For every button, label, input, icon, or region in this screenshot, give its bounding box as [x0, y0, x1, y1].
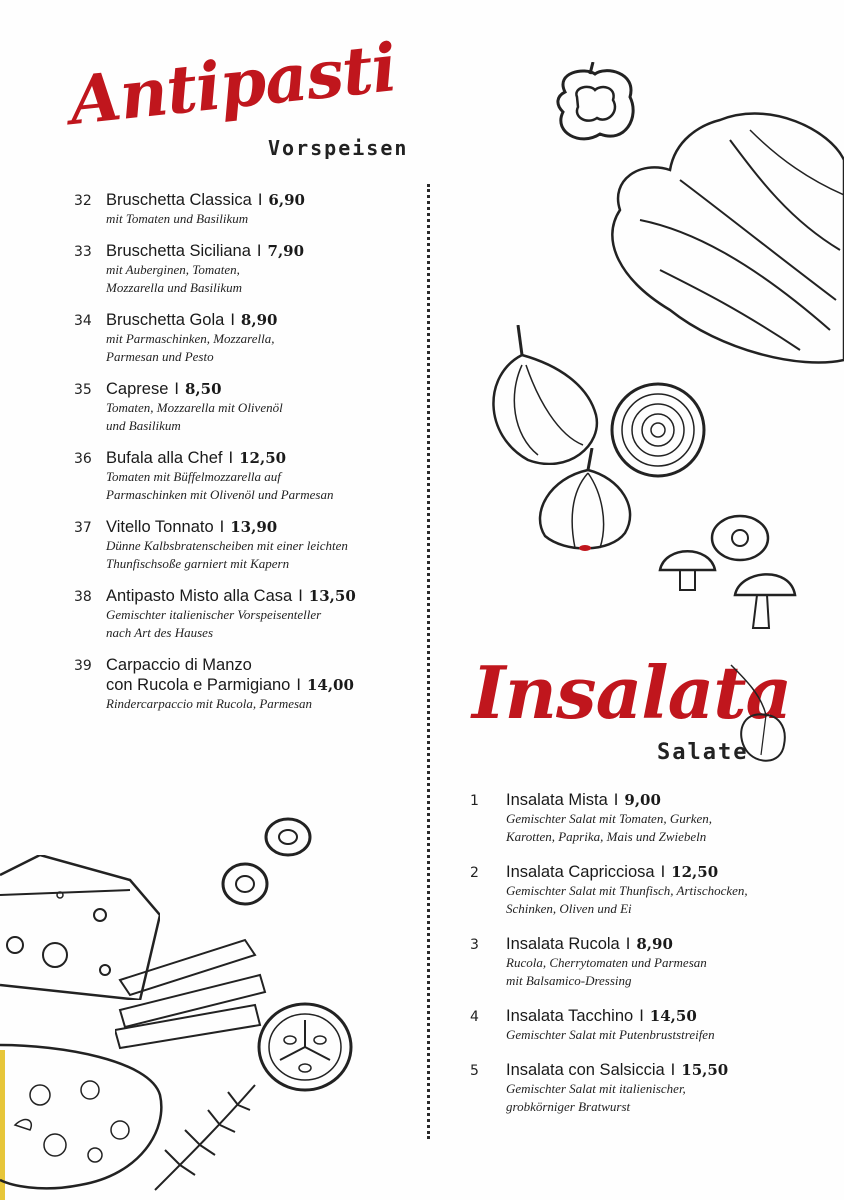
antipasti-title: Antipasti	[65, 28, 400, 140]
item-description: mit Balsamico-Dressing	[506, 973, 632, 988]
item-name: Bruschetta Classica	[106, 191, 252, 209]
menu-item	[470, 862, 830, 918]
insalata-subtitle: Salate	[657, 740, 749, 765]
item-number: 38	[74, 589, 92, 605]
item-description: Karotten, Paprika, Mais und Zwiebeln	[506, 829, 707, 844]
antipasti-subtitle: Vorspeisen	[268, 136, 409, 160]
antipasti-list	[74, 190, 419, 726]
item-description: Mozzarella und Basilikum	[106, 280, 243, 295]
item-number: 4	[470, 1009, 479, 1025]
item-number: 33	[74, 244, 92, 260]
item-name: Caprese	[106, 380, 169, 398]
price-separator: I	[639, 1007, 644, 1025]
price-separator: I	[296, 676, 301, 694]
price-separator: I	[257, 191, 263, 209]
item-number: 3	[470, 937, 479, 953]
item-description: mit Tomaten und Basilikum	[106, 211, 249, 226]
item-name: Insalata Rucola	[506, 935, 620, 953]
item-price: 12,50	[671, 863, 719, 881]
mushroom-icon	[655, 510, 800, 635]
onion-icon	[530, 448, 635, 553]
price-separator: I	[613, 791, 619, 809]
breadsticks-icon	[115, 930, 270, 1050]
item-name: Insalata Mista	[506, 791, 608, 809]
column-divider	[427, 184, 430, 1139]
price-separator: I	[228, 449, 234, 467]
item-name: Bruschetta Gola	[106, 311, 225, 329]
item-description: nach Art des Hauses	[106, 625, 214, 640]
item-number: 2	[470, 865, 479, 881]
item-description: Schinken, Oliven und Ei	[506, 901, 632, 916]
item-price: 15,50	[681, 1061, 729, 1079]
item-description: Tomaten mit Büffelmozzarella auf	[106, 469, 281, 484]
item-price: 14,00	[306, 676, 354, 694]
item-description: Gemischter italienischer Vorspeisenteller	[106, 607, 322, 622]
item-name: Bruschetta Siciliana	[106, 242, 251, 260]
item-description: Dünne Kalbsbratenscheiben mit einer leichten	[106, 538, 348, 553]
menu-item	[74, 448, 419, 504]
item-number: 32	[74, 193, 92, 209]
item-price: 13,50	[308, 587, 356, 605]
item-price: 8,50	[184, 380, 222, 398]
item-price: 6,90	[268, 191, 305, 209]
item-description: mit Auberginen, Tomaten,	[106, 262, 240, 277]
pizza-icon	[0, 1035, 165, 1200]
item-description: Thunfischsoße garniert mit Kapern	[106, 556, 290, 571]
item-description: Gemischter Salat mit Tomaten, Gurken,	[506, 811, 713, 826]
item-number: 5	[470, 1063, 479, 1079]
item-number: 1	[470, 793, 479, 809]
item-price: 13,90	[230, 518, 278, 536]
item-price: 8,90	[636, 935, 673, 953]
item-description: Gemischter Salat mit Thunfisch, Artischocken,	[506, 883, 748, 898]
onion-icon	[488, 325, 603, 465]
item-number: 34	[74, 313, 92, 329]
menu-item	[74, 190, 419, 228]
item-name: Vitello Tonnato	[106, 518, 214, 536]
item-number: 39	[74, 658, 92, 674]
item-description: Tomaten, Mozzarella mit Olivenöl	[106, 400, 283, 415]
parsley-icon	[726, 660, 786, 770]
item-description: Gemischter Salat mit italienischer,	[506, 1081, 686, 1096]
price-separator: I	[670, 1061, 676, 1079]
insalata-title: Insalata	[472, 650, 792, 735]
insalata-list	[470, 790, 830, 1132]
price-separator: I	[298, 587, 303, 605]
olive-icon	[218, 812, 318, 912]
item-description: mit Parmaschinken, Mozzarella,	[106, 331, 275, 346]
menu-item	[74, 310, 419, 366]
price-separator: I	[174, 380, 179, 398]
item-price: 8,90	[240, 311, 278, 329]
item-price: 14,50	[649, 1007, 697, 1025]
item-name-line: Carpaccio di Manzo	[106, 656, 252, 674]
price-separator: I	[256, 242, 262, 260]
menu-item	[74, 241, 419, 297]
menu-item	[470, 934, 830, 990]
menu-item	[470, 1060, 830, 1116]
tomato-slice-icon	[255, 1000, 355, 1095]
item-number: 35	[74, 382, 92, 398]
item-description: Rucola, Cherrytomaten und Parmesan	[506, 955, 707, 970]
price-separator: I	[230, 311, 235, 329]
price-separator: I	[219, 518, 225, 536]
item-name: Bufala alla Chef	[106, 449, 223, 467]
item-name: Insalata con Salsiccia	[506, 1061, 665, 1079]
item-description: und Basilikum	[106, 418, 181, 433]
menu-item	[74, 379, 419, 435]
item-number: 37	[74, 520, 92, 536]
item-number: 36	[74, 451, 92, 467]
menu-item	[74, 586, 419, 642]
item-price: 12,50	[239, 449, 287, 467]
menu-item	[470, 790, 830, 846]
item-name: con Rucola e Parmigiano	[106, 676, 291, 694]
item-description: Gemischter Salat mit Putenbruststreifen	[506, 1027, 715, 1042]
price-separator: I	[625, 935, 631, 953]
item-description: Rindercarpaccio mit Rucola, Parmesan	[106, 696, 313, 711]
item-description: Parmaschinken mit Olivenöl und Parmesan	[106, 487, 334, 502]
item-description: Parmesan und Pesto	[106, 349, 214, 364]
item-name: Insalata Tacchino	[506, 1007, 634, 1025]
menu-item	[470, 1006, 830, 1044]
menu-item	[74, 517, 419, 573]
item-price: 9,00	[624, 791, 661, 809]
rosemary-icon	[150, 1080, 260, 1195]
item-price: 7,90	[267, 242, 305, 260]
item-name: Antipasto Misto alla Casa	[106, 587, 293, 605]
item-description: grobkörniger Bratwurst	[506, 1099, 631, 1114]
menu-item	[74, 655, 419, 713]
price-separator: I	[660, 863, 666, 881]
lettuce-icon	[600, 100, 844, 370]
item-name: Insalata Capricciosa	[506, 863, 655, 881]
